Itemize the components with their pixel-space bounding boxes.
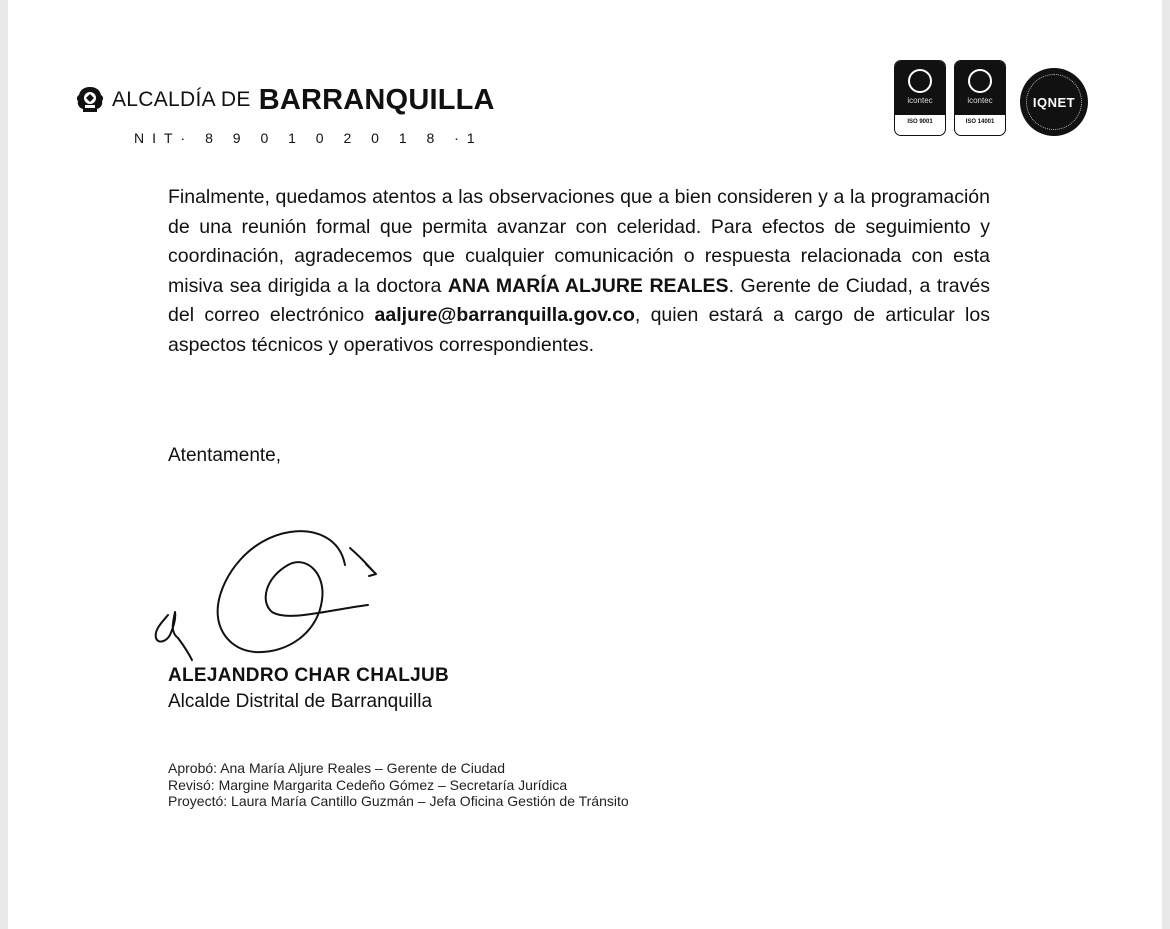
signer-title: Alcalde Distrital de Barranquilla [168, 691, 433, 712]
approval-list [168, 760, 629, 810]
approval-line: Proyectó: Laura María Cantillo Guzmán – Jefa Oficina Gestión de Tránsito [168, 793, 629, 809]
certification-seal-icon [968, 69, 992, 93]
contact-email: aaljure@barranquilla.gov.co [374, 304, 635, 326]
letter-page [8, 0, 1162, 929]
certification-seal-icon [908, 69, 932, 93]
iqnet-logo [1020, 68, 1088, 136]
nit-number: NIT· 8 9 0 1 0 2 0 1 8 ·1 [134, 130, 483, 146]
letter-body [168, 183, 990, 360]
body-text-part2: . Gerente de Ciudad, a través del correo electrónico [168, 274, 990, 326]
certification-badges [892, 58, 1102, 150]
signer-name: ALEJANDRO CHAR CHALJUB [168, 665, 450, 686]
cert-org: icontec [907, 96, 933, 105]
contact-name: ANA MARÍA ALJURE REALES [447, 274, 729, 297]
icontec-badge-9001 [894, 60, 946, 136]
body-text-part1: Finalmente, quedamos atentos a las observaciones que a bien consideren y a la programación de una reunión formal que permita avanzar con celeridad. Para efectos de seguimiento y coordinación, agradecemos que cualquier comunicación o respuesta relacionada con esta misiva sea dirigida a la doctora [168, 186, 990, 297]
cert-standard: ISO 9001 [907, 119, 933, 125]
icontec-badge-14001 [954, 60, 1006, 136]
logo-prefix: ALCALDÍA DE [112, 88, 251, 111]
cert-org: icontec [967, 96, 993, 105]
alcaldia-logo [74, 82, 495, 118]
cert-standard: ISO 14001 [965, 119, 995, 125]
body-text-part3: , quien estará a cargo de articular los aspectos técnicos y operativos correspondientes. [168, 304, 990, 356]
handwritten-signature [140, 520, 390, 670]
approval-line: Revisó: Margine Margarita Cedeño Gómez – Secretaría Jurídica [168, 776, 568, 793]
coat-of-arms-icon [74, 84, 106, 116]
iqnet-label: IQNET [1032, 94, 1076, 110]
approval-line: Aprobó: Ana María Aljure Reales – Gerente de Ciudad [168, 760, 505, 776]
logo-city-name: BARRANQUILLA [258, 83, 495, 116]
closing-salutation: Atentamente, [168, 445, 282, 466]
